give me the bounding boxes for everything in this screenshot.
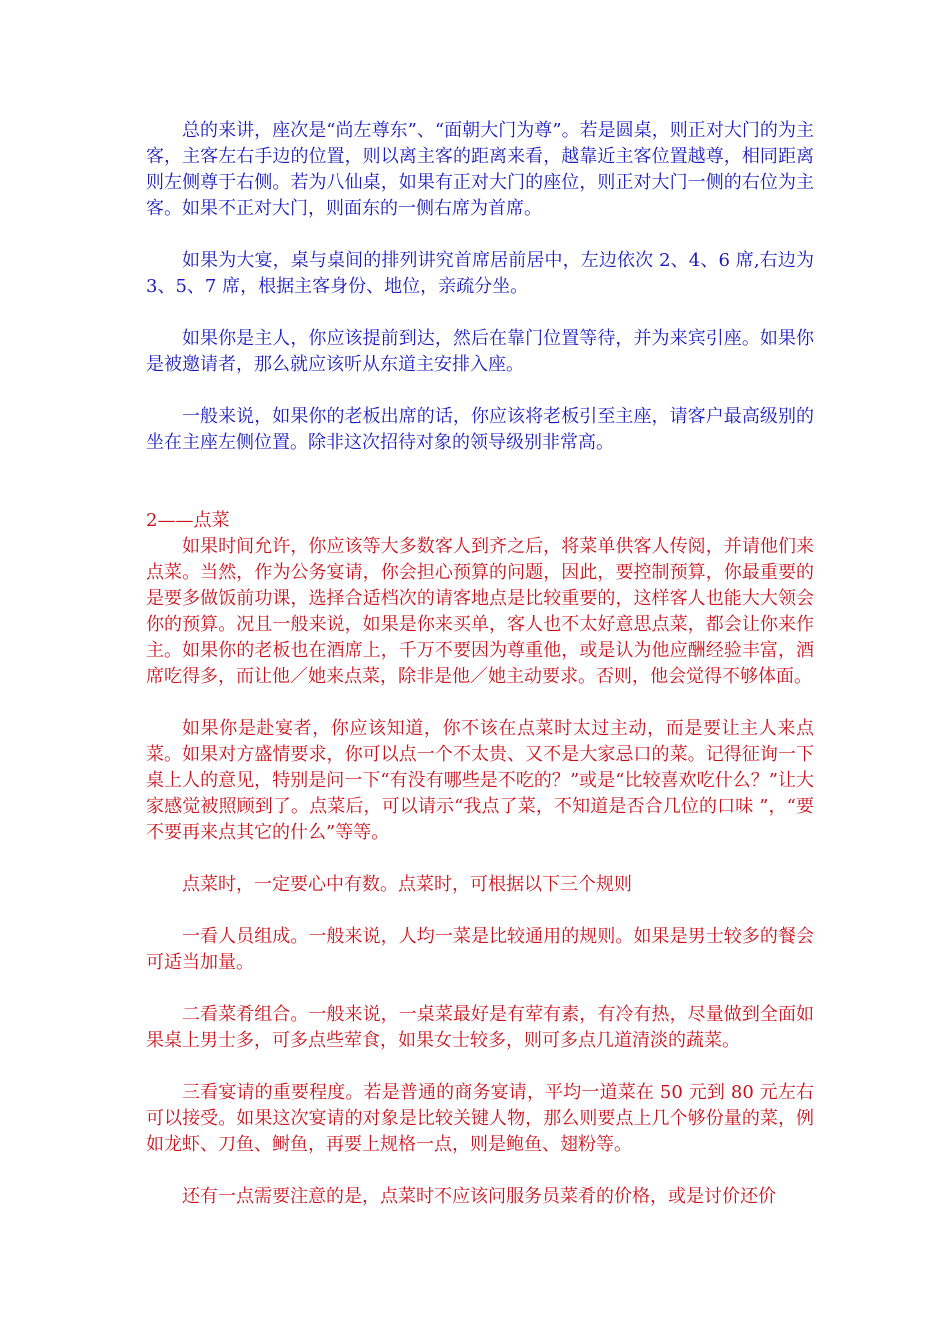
- ordering-paragraph: 如果时间允许，你应该等大多数客人到齐之后，将菜单供客人传阅，并请他们来点菜。当然，作为公务宴请，你会担心预算的问题，因此，要控制预算，你最重要的是要多做饭前功课，选择合适档次的请客地点是比较重要的，这样客人也能大大领会你的预算。况且一般来说，如果是你来买单，客人也不太好意思点菜，都会让你来作主。如果你的老板也在酒席上，千万不要因为尊重他，或是认为他应酬经验丰富，酒席吃得多，而让他／她来点菜，除非是他／她主动要求。否则，他会觉得不够体面。: [146, 536, 814, 687]
- seating-paragraph: 如果为大宴，桌与桌间的排列讲究首席居前居中，左边依次 2、4、6 席,右边为 3、5、7 席，根据主客身份、地位，亲疏分坐。: [146, 250, 814, 297]
- ordering-paragraph: 还有一点需要注意的是，点菜时不应该问服务员菜肴的价格，或是讨价还价: [182, 1186, 776, 1207]
- ordering-paragraph: 一看人员组成。一般来说，人均一菜是比较通用的规则。如果是男士较多的餐会可适当加量。: [146, 926, 814, 973]
- section-heading-ordering: 2——点菜: [146, 510, 230, 531]
- ordering-paragraph: 点菜时，一定要心中有数。点菜时，可根据以下三个规则: [182, 874, 632, 895]
- seating-paragraph: 总的来讲，座次是“尚左尊东”、“面朝大门为尊”。若是圆桌，则正对大门的为主客，主客左右手边的位置，则以离主客的距离来看，越靠近主客位置越尊，相同距离则左侧尊于右侧。若为八仙桌，如果有正对大门的座位，则正对大门一侧的右位为主客。如果不正对大门，则面东的一侧右席为首席。: [146, 120, 814, 219]
- seating-paragraph: 如果你是主人，你应该提前到达，然后在靠门位置等待，并为来宾引座。如果你是被邀请者，那么就应该听从东道主安排入座。: [146, 328, 814, 375]
- ordering-paragraph: 三看宴请的重要程度。若是普通的商务宴请，平均一道菜在 50 元到 80 元左右可以接受。如果这次宴请的对象是比较关键人物，那么则要点上几个够份量的菜，例如龙虾、刀鱼、鲥鱼，再要上规格一点，则是鲍鱼、翅粉等。: [146, 1082, 814, 1155]
- ordering-paragraph: 二看菜肴组合。一般来说，一桌菜最好是有荤有素，有冷有热，尽量做到全面如果桌上男士多，可多点些荤食，如果女士较多，则可多点几道清淡的蔬菜。: [146, 1004, 814, 1051]
- seating-paragraph: 一般来说，如果你的老板出席的话，你应该将老板引至主座，请客户最高级别的坐在主座左侧位置。除非这次招待对象的领导级别非常高。: [146, 406, 814, 453]
- ordering-paragraph: 如果你是赴宴者，你应该知道，你不该在点菜时太过主动，而是要让主人来点菜。如果对方盛情要求，你可以点一个不太贵、又不是大家忌口的菜。记得征询一下桌上人的意见，特别是问一下“有没有哪些是不吃的？”或是“比较喜欢吃什么？”让大家感觉被照顾到了。点菜后，可以请示“我点了菜，不知道是否合几位的口味 ”，“要不要再来点其它的什么”等等。: [146, 718, 814, 843]
- document-page: [146, 118, 814, 1210]
